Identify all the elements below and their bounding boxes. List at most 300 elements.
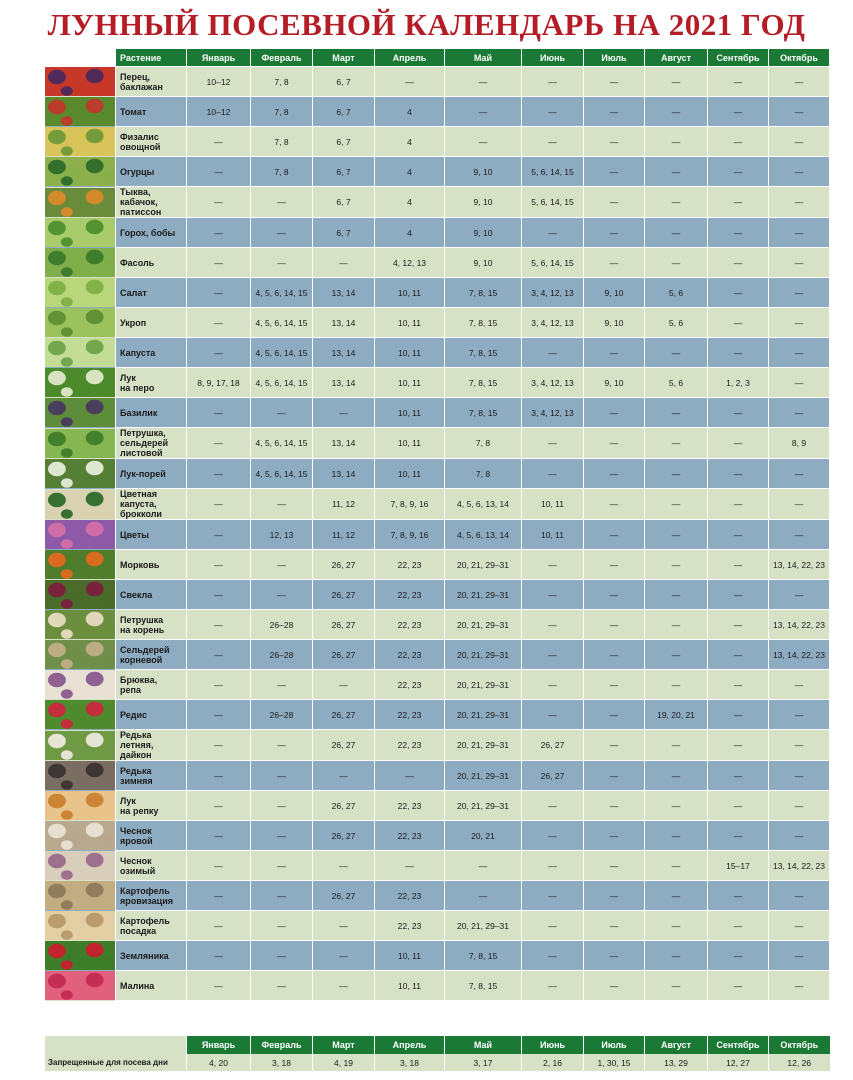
sowing-days-cell: — xyxy=(584,459,645,489)
plant-photo-cell xyxy=(45,700,116,730)
plant-photo-cell xyxy=(45,67,116,97)
sowing-days-cell: 10–12 xyxy=(187,97,251,127)
sowing-days-cell: 9, 10 xyxy=(445,187,522,218)
sowing-days-cell: — xyxy=(769,941,830,971)
sowing-days-cell: — xyxy=(708,821,769,851)
sowing-days-cell: — xyxy=(769,248,830,278)
sowing-days-cell: 26, 27 xyxy=(522,761,584,791)
table-row xyxy=(45,459,830,489)
table-row xyxy=(45,881,830,911)
sowing-days-cell: 7, 8, 15 xyxy=(445,941,522,971)
sowing-days-cell: — xyxy=(251,941,313,971)
sowing-days-cell: — xyxy=(522,791,584,821)
sowing-days-cell: — xyxy=(645,761,708,791)
plant-name: Свекла xyxy=(116,580,187,610)
sowing-days-cell: — xyxy=(584,520,645,550)
sowing-days-cell: — xyxy=(584,428,645,459)
sowing-days-cell: — xyxy=(187,218,251,248)
sowing-days-cell: — xyxy=(708,791,769,821)
sowing-days-cell: — xyxy=(187,881,251,911)
sowing-days-cell: — xyxy=(708,911,769,941)
header-month: Март xyxy=(313,49,375,67)
sowing-days-cell: — xyxy=(645,67,708,97)
sowing-days-cell: — xyxy=(708,730,769,761)
sowing-days-cell: — xyxy=(708,398,769,428)
sowing-days-cell: — xyxy=(522,670,584,700)
sowing-days-cell: 10, 11 xyxy=(375,941,445,971)
sowing-days-cell: — xyxy=(584,398,645,428)
header-row xyxy=(45,49,830,67)
sowing-days-cell: — xyxy=(584,700,645,730)
sowing-days-cell: 13, 14 xyxy=(313,368,375,398)
sowing-days-cell: — xyxy=(708,157,769,187)
daikon-photo xyxy=(45,731,116,760)
sowing-days-cell: — xyxy=(584,610,645,640)
sowing-days-cell: 4 xyxy=(375,97,445,127)
sowing-days-cell: — xyxy=(769,187,830,218)
sowing-days-cell: — xyxy=(584,941,645,971)
sowing-days-cell: — xyxy=(708,640,769,670)
sowing-days-cell: — xyxy=(187,700,251,730)
sowing-days-cell: 26, 27 xyxy=(313,610,375,640)
sowing-days-cell: — xyxy=(708,971,769,1001)
plant-name: Томат xyxy=(116,97,187,127)
sowing-days-cell: 26–28 xyxy=(251,640,313,670)
sowing-days-cell: — xyxy=(187,278,251,308)
sowing-days-cell: — xyxy=(313,941,375,971)
sowing-days-cell: 6, 7 xyxy=(313,127,375,157)
sowing-days-cell: 10, 11 xyxy=(375,308,445,338)
page-title: ЛУННЫЙ ПОСЕВНОЙ КАЛЕНДАРЬ НА 2021 ГОД xyxy=(47,7,806,42)
sowing-days-cell: — xyxy=(375,851,445,881)
sowing-days-cell: — xyxy=(708,761,769,791)
calendar-body xyxy=(45,67,830,1001)
table-row xyxy=(45,187,830,218)
sowing-days-cell: — xyxy=(645,127,708,157)
sowing-days-cell: — xyxy=(187,941,251,971)
sowing-days-cell: — xyxy=(584,157,645,187)
plant-name: Картофель яровизация xyxy=(116,881,187,911)
sowing-days-cell: 5, 6 xyxy=(645,368,708,398)
sowing-days-cell: 5, 6, 14, 15 xyxy=(522,157,584,187)
sowing-days-cell: — xyxy=(708,278,769,308)
sowing-days-cell: — xyxy=(313,911,375,941)
plant-photo-cell xyxy=(45,218,116,248)
footer-month: Январь xyxy=(187,1036,251,1054)
forbidden-days-cell: 3, 17 xyxy=(445,1054,522,1071)
sowing-days-cell: 4 xyxy=(375,127,445,157)
sowing-days-cell: — xyxy=(584,218,645,248)
sowing-days-cell: — xyxy=(522,971,584,1001)
plant-photo-cell xyxy=(45,338,116,368)
sowing-days-cell: — xyxy=(313,851,375,881)
sowing-days-cell: — xyxy=(584,791,645,821)
sowing-days-cell: 13, 14, 22, 23 xyxy=(769,640,830,670)
cabbage-photo xyxy=(45,338,116,367)
plant-name: Земляника xyxy=(116,941,187,971)
sowing-days-cell: 4 xyxy=(375,218,445,248)
sowing-days-cell: — xyxy=(187,761,251,791)
pepper-eggplant-photo xyxy=(45,67,116,96)
sowing-days-cell: 10, 11 xyxy=(375,368,445,398)
table-row xyxy=(45,971,830,1001)
sowing-days-cell: — xyxy=(522,941,584,971)
table-row xyxy=(45,670,830,700)
sowing-days-cell: 5, 6 xyxy=(645,308,708,338)
sowing-days-cell: 8, 9, 17, 18 xyxy=(187,368,251,398)
sowing-days-cell: 26, 27 xyxy=(313,791,375,821)
forbidden-days-cell: 13, 29 xyxy=(645,1054,708,1071)
sowing-days-cell: — xyxy=(251,971,313,1001)
sowing-days-cell: 10–12 xyxy=(187,67,251,97)
sowing-days-cell: 22, 23 xyxy=(375,580,445,610)
sowing-days-cell: 22, 23 xyxy=(375,700,445,730)
sowing-days-cell: — xyxy=(584,670,645,700)
sowing-days-cell: — xyxy=(251,881,313,911)
plant-photo-cell xyxy=(45,640,116,670)
forbidden-days-cell: 3, 18 xyxy=(375,1054,445,1071)
sowing-days-cell: — xyxy=(769,368,830,398)
sowing-days-cell: — xyxy=(445,881,522,911)
sowing-days-cell: — xyxy=(522,428,584,459)
plant-photo-cell xyxy=(45,761,116,791)
sowing-days-cell: — xyxy=(522,821,584,851)
sowing-days-cell: — xyxy=(584,127,645,157)
table-row xyxy=(45,157,830,187)
sowing-days-cell: 7, 8 xyxy=(251,67,313,97)
parsley-photo xyxy=(45,429,116,458)
cucumber-photo xyxy=(45,157,116,186)
parsley-root-photo xyxy=(45,610,116,639)
table-row xyxy=(45,127,830,157)
sowing-days-cell: 7, 8, 15 xyxy=(445,278,522,308)
sowing-days-cell: — xyxy=(522,700,584,730)
table-row xyxy=(45,700,830,730)
sowing-days-cell: — xyxy=(769,520,830,550)
sowing-days-cell: — xyxy=(769,761,830,791)
sowing-days-cell: — xyxy=(522,580,584,610)
table-row xyxy=(45,67,830,97)
garlic-photo xyxy=(45,821,116,850)
broccoli-photo xyxy=(45,490,116,519)
sowing-days-cell: — xyxy=(187,791,251,821)
plant-name: Лук на перо xyxy=(116,368,187,398)
sowing-days-cell: 20, 21, 29–31 xyxy=(445,791,522,821)
sowing-days-cell: — xyxy=(769,308,830,338)
table-row xyxy=(45,580,830,610)
plant-name: Лук-порей xyxy=(116,459,187,489)
sowing-days-cell: — xyxy=(769,580,830,610)
sowing-days-cell: — xyxy=(313,761,375,791)
footer-month: Июль xyxy=(584,1036,645,1054)
sowing-days-cell: — xyxy=(645,550,708,580)
plant-photo-cell xyxy=(45,610,116,640)
sowing-days-cell: — xyxy=(645,97,708,127)
header-month: Апрель xyxy=(375,49,445,67)
sowing-days-cell: 4 xyxy=(375,157,445,187)
header-month: Октябрь xyxy=(769,49,830,67)
table-row xyxy=(45,550,830,580)
sowing-days-cell: 20, 21, 29–31 xyxy=(445,700,522,730)
sowing-days-cell: 26, 27 xyxy=(313,550,375,580)
header-month: Июнь xyxy=(522,49,584,67)
forbidden-days-table xyxy=(44,1036,830,1071)
forbidden-days-cell: 12, 26 xyxy=(769,1054,830,1071)
sowing-days-cell: — xyxy=(645,610,708,640)
sowing-days-cell: 10, 11 xyxy=(375,971,445,1001)
sowing-days-cell: — xyxy=(522,881,584,911)
sowing-days-cell: 4, 5, 6, 14, 15 xyxy=(251,338,313,368)
flowers-photo xyxy=(45,520,116,549)
radish-photo xyxy=(45,700,116,729)
plant-photo-cell xyxy=(45,971,116,1001)
plant-photo-cell xyxy=(45,127,116,157)
sowing-days-cell: — xyxy=(584,97,645,127)
plant-photo-cell xyxy=(45,550,116,580)
sowing-days-cell: — xyxy=(522,851,584,881)
sowing-days-cell: — xyxy=(187,640,251,670)
plant-name: Цветы xyxy=(116,520,187,550)
footer-month: Апрель xyxy=(375,1036,445,1054)
sowing-days-cell: — xyxy=(708,941,769,971)
plant-name: Чеснок яровой xyxy=(116,821,187,851)
plant-photo-cell xyxy=(45,97,116,127)
plant-photo-cell xyxy=(45,278,116,308)
sowing-days-cell: — xyxy=(708,580,769,610)
sowing-days-cell: 20, 21, 29–31 xyxy=(445,580,522,610)
sowing-days-cell: — xyxy=(522,550,584,580)
sowing-days-cell: — xyxy=(251,911,313,941)
forbidden-days-cell: 4, 20 xyxy=(187,1054,251,1071)
sowing-days-cell: 20, 21 xyxy=(445,821,522,851)
sowing-days-cell: — xyxy=(584,248,645,278)
green-onion-photo xyxy=(45,368,116,397)
plant-photo-cell xyxy=(45,157,116,187)
footer-month: Август xyxy=(645,1036,708,1054)
plant-name: Тыква, кабачок, патиссон xyxy=(116,187,187,218)
sowing-days-cell: — xyxy=(584,550,645,580)
sowing-days-cell: — xyxy=(522,97,584,127)
sowing-days-cell: — xyxy=(187,610,251,640)
plant-photo-cell xyxy=(45,580,116,610)
sowing-days-cell: — xyxy=(445,67,522,97)
sowing-days-cell: 10, 11 xyxy=(375,338,445,368)
sowing-days-cell: 22, 23 xyxy=(375,791,445,821)
sowing-days-cell: — xyxy=(187,127,251,157)
sowing-days-cell: — xyxy=(769,821,830,851)
sowing-days-cell: — xyxy=(708,97,769,127)
table-row xyxy=(45,821,830,851)
forbidden-days-cell: 3, 18 xyxy=(251,1054,313,1071)
sowing-days-cell: — xyxy=(708,670,769,700)
plant-photo-cell xyxy=(45,941,116,971)
physalis-photo xyxy=(45,127,116,156)
sowing-days-cell: — xyxy=(769,398,830,428)
sowing-days-cell: 7, 8, 15 xyxy=(445,308,522,338)
plant-name: Лук на репку xyxy=(116,791,187,821)
sowing-days-cell: 7, 8, 15 xyxy=(445,368,522,398)
plant-photo-cell xyxy=(45,428,116,459)
sowing-days-cell: — xyxy=(522,67,584,97)
sowing-days-cell: — xyxy=(708,700,769,730)
sowing-days-cell: 3, 4, 12, 13 xyxy=(522,308,584,338)
sowing-days-cell: 4, 5, 6, 13, 14 xyxy=(445,520,522,550)
sowing-days-cell: — xyxy=(708,338,769,368)
sowing-days-cell: — xyxy=(769,911,830,941)
sowing-days-cell: — xyxy=(769,881,830,911)
sowing-days-cell: 20, 21, 29–31 xyxy=(445,670,522,700)
sowing-days-cell: 9, 10 xyxy=(584,308,645,338)
onion-photo xyxy=(45,791,116,820)
plant-name: Огурцы xyxy=(116,157,187,187)
sowing-days-cell: 11, 12 xyxy=(313,489,375,520)
sowing-days-cell: 13, 14, 22, 23 xyxy=(769,610,830,640)
sowing-days-cell: 26–28 xyxy=(251,700,313,730)
celery-root-photo xyxy=(45,640,116,669)
sowing-days-cell: — xyxy=(187,187,251,218)
sowing-days-cell: — xyxy=(645,941,708,971)
sowing-days-cell: — xyxy=(769,218,830,248)
sowing-days-cell: — xyxy=(187,428,251,459)
sowing-days-cell: — xyxy=(708,187,769,218)
sowing-days-cell: — xyxy=(769,700,830,730)
carrot-photo xyxy=(45,550,116,579)
sowing-days-cell: 6, 7 xyxy=(313,218,375,248)
footer-month: Февраль xyxy=(251,1036,313,1054)
sowing-days-cell: — xyxy=(584,761,645,791)
header-month: Май xyxy=(445,49,522,67)
sowing-days-cell: 26, 27 xyxy=(313,881,375,911)
footer-month: Октябрь xyxy=(769,1036,830,1054)
sowing-days-cell: — xyxy=(645,640,708,670)
sowing-days-cell: 26, 27 xyxy=(313,580,375,610)
sowing-days-cell: — xyxy=(187,730,251,761)
tomato-photo xyxy=(45,97,116,126)
plant-photo-cell xyxy=(45,730,116,761)
sowing-days-cell: — xyxy=(645,580,708,610)
plant-photo-cell xyxy=(45,851,116,881)
sowing-days-cell: — xyxy=(645,971,708,1001)
sowing-days-cell: — xyxy=(708,881,769,911)
sowing-days-cell: — xyxy=(187,851,251,881)
plant-photo-cell xyxy=(45,398,116,428)
sowing-days-cell: 5, 6, 14, 15 xyxy=(522,187,584,218)
sowing-days-cell: — xyxy=(187,308,251,338)
sowing-days-cell: — xyxy=(769,338,830,368)
sowing-days-cell: — xyxy=(187,971,251,1001)
sowing-days-cell: — xyxy=(645,459,708,489)
sowing-days-cell: 4, 5, 6, 14, 15 xyxy=(251,459,313,489)
sowing-days-cell: 26, 27 xyxy=(522,730,584,761)
sowing-days-cell: — xyxy=(251,248,313,278)
plant-name: Сельдерей корневой xyxy=(116,640,187,670)
plant-photo-cell xyxy=(45,911,116,941)
sowing-days-cell: 4, 12, 13 xyxy=(375,248,445,278)
sowing-days-cell: — xyxy=(187,580,251,610)
header-month: Январь xyxy=(187,49,251,67)
sowing-days-cell: — xyxy=(584,67,645,97)
plant-name: Горох, бобы xyxy=(116,218,187,248)
table-row xyxy=(45,851,830,881)
sowing-days-cell: — xyxy=(645,851,708,881)
sowing-days-cell: 13, 14 xyxy=(313,308,375,338)
plant-name: Фасоль xyxy=(116,248,187,278)
potato-sprout-photo xyxy=(45,881,116,910)
footer-month: Май xyxy=(445,1036,522,1054)
sowing-days-cell: — xyxy=(769,791,830,821)
sowing-days-cell: 10, 11 xyxy=(375,459,445,489)
sowing-days-cell: — xyxy=(584,580,645,610)
sowing-days-cell: — xyxy=(708,459,769,489)
sowing-days-cell: 4, 5, 6, 14, 15 xyxy=(251,428,313,459)
sowing-days-cell: — xyxy=(251,791,313,821)
footer-month: Сентябрь xyxy=(708,1036,769,1054)
bean-photo xyxy=(45,248,116,277)
sowing-days-cell: 7, 8, 9, 16 xyxy=(375,520,445,550)
sowing-days-cell: — xyxy=(187,489,251,520)
sowing-days-cell: — xyxy=(769,157,830,187)
lettuce-photo xyxy=(45,278,116,307)
sowing-days-cell: — xyxy=(522,911,584,941)
sowing-days-cell: — xyxy=(445,851,522,881)
sowing-days-cell: 15–17 xyxy=(708,851,769,881)
sowing-days-cell: 22, 23 xyxy=(375,550,445,580)
table-row xyxy=(45,428,830,459)
sowing-days-cell: 9, 10 xyxy=(584,368,645,398)
sowing-days-cell: — xyxy=(187,520,251,550)
sowing-days-cell: — xyxy=(313,248,375,278)
sowing-days-cell: 6, 7 xyxy=(313,187,375,218)
sowing-days-cell: — xyxy=(187,398,251,428)
sowing-days-cell: — xyxy=(708,550,769,580)
sowing-days-cell: 6, 7 xyxy=(313,97,375,127)
forbidden-days-cell: 4, 19 xyxy=(313,1054,375,1071)
sowing-days-cell: 7, 8 xyxy=(251,97,313,127)
sowing-days-cell: — xyxy=(645,218,708,248)
sowing-days-cell: — xyxy=(522,459,584,489)
sowing-days-cell: 22, 23 xyxy=(375,640,445,670)
sowing-days-cell: 3, 4, 12, 13 xyxy=(522,368,584,398)
header-plant: Растение xyxy=(116,49,187,67)
sowing-days-cell: 7, 8 xyxy=(251,127,313,157)
sowing-days-cell: — xyxy=(645,398,708,428)
sowing-days-cell: 13, 14, 22, 23 xyxy=(769,851,830,881)
sowing-days-cell: — xyxy=(645,489,708,520)
sowing-days-cell: 13, 14, 22, 23 xyxy=(769,550,830,580)
header-month: Август xyxy=(645,49,708,67)
sowing-days-cell: — xyxy=(769,127,830,157)
plant-name: Картофель посадка xyxy=(116,911,187,941)
sowing-days-cell: — xyxy=(584,187,645,218)
table-row xyxy=(45,218,830,248)
sowing-days-cell: 7, 8, 15 xyxy=(445,971,522,1001)
plant-photo-cell xyxy=(45,881,116,911)
forbidden-days-cell: 2, 16 xyxy=(522,1054,584,1071)
sowing-days-cell: 20, 21, 29–31 xyxy=(445,550,522,580)
footer-blank xyxy=(45,1036,187,1054)
footer-month: Июнь xyxy=(522,1036,584,1054)
sowing-days-cell: 9, 10 xyxy=(584,278,645,308)
sowing-days-cell: — xyxy=(708,489,769,520)
sowing-days-cell: — xyxy=(313,398,375,428)
sowing-days-cell: — xyxy=(251,550,313,580)
plant-photo-cell xyxy=(45,791,116,821)
sowing-days-cell: — xyxy=(645,248,708,278)
sowing-days-cell: — xyxy=(769,67,830,97)
sowing-days-cell: — xyxy=(645,428,708,459)
sowing-days-cell: — xyxy=(522,338,584,368)
sowing-days-cell: 1, 2, 3 xyxy=(708,368,769,398)
